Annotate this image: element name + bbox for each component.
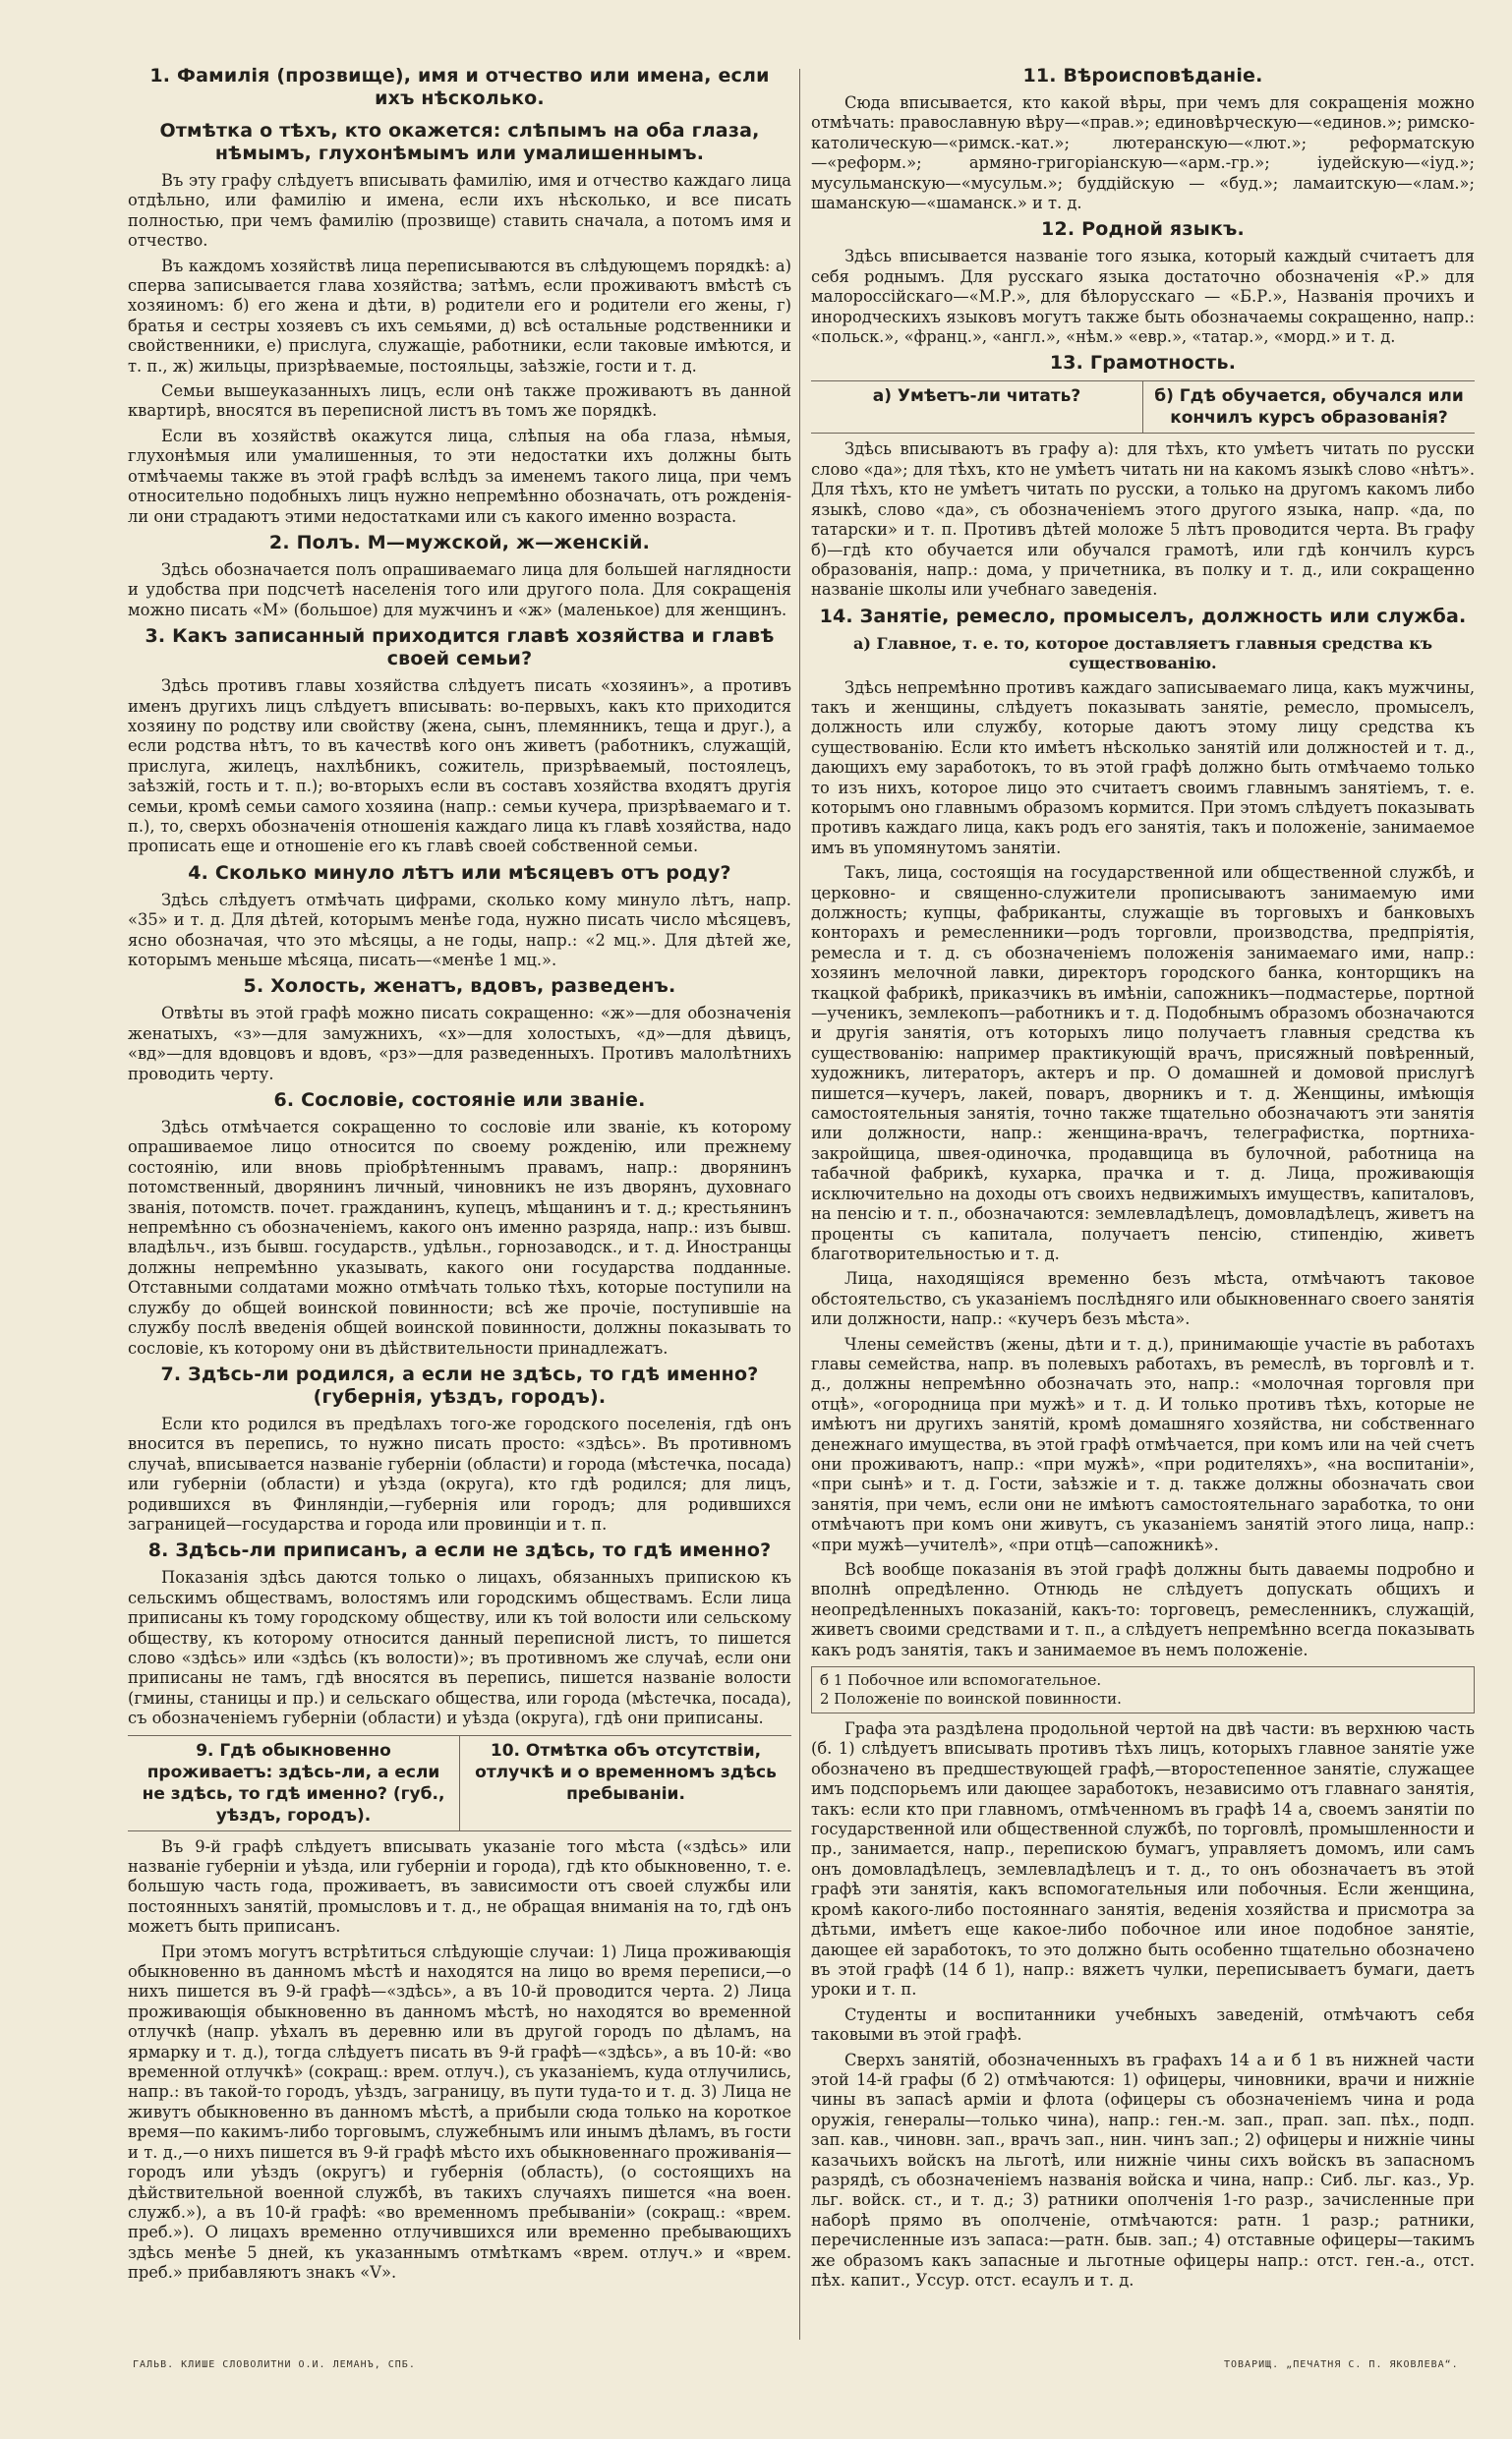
section-3-title: 3. Какъ записанный приходится главѣ хозяйства и главѣ своей семьи? bbox=[145, 625, 775, 670]
section-1-paragraph: Въ эту графу слѣдуетъ вписывать фамилію, имя и отчество каждаго лица отдѣльно, или фамилію и имена, если ихъ нѣсколько, и все писать полностью, при чемъ фамилію (прозвище) ставить сначала, а потомъ имя и отчество. bbox=[128, 171, 791, 251]
printer-credit-right: ТОВАРИЩ. „ПЕЧАТНЯ С. П. ЯКОВЛЕВА“. bbox=[1224, 2359, 1459, 2370]
section-14-title: 14. Занятіе, ремесло, промыселъ, должность или служба. bbox=[819, 605, 1467, 627]
section-8-paragraph: Показанія здѣсь даются только о лицахъ, обязанныхъ припискою къ сельскимъ обществамъ, волостямъ или городскимъ обществамъ. Если лица приписаны къ тому городскому обществу, или къ той волости или сельскому обществу, къ которому относится данный переписной листъ, то пишется слово «здѣсь» или «здѣсь (къ волости)»; въ противномъ же случаѣ, если они приписаны не тамъ, гдѣ вносятся въ перепись, пишется названіе волости (гмины, станицы и пр.) и сельскаго общества, или города (мѣстечка, посада), съ обозначеніемъ губерніи (области) и уѣзда (округа), гдѣ они приписаны. bbox=[128, 1568, 791, 1728]
section-13-paragraph: Здѣсь вписываютъ въ графу а): для тѣхъ, кто умѣетъ читать по русски слово «да»; для тѣхъ, кто не умѣетъ читать ни на какомъ языкѣ слово «нѣтъ». Для тѣхъ, кто не умѣетъ читать по русски, а только на другомъ какомъ либо языкѣ, слово «да», съ обозначеніемъ этого другого языка, напр. «да, по татарски» и т. п. Противъ дѣтей моложе 5 лѣтъ проводится черта. Въ графу б)—гдѣ кто обучается или обучался грамотѣ, или гдѣ кончилъ курсъ образованія, напр.: дома, у причетника, въ полку и т. д., или сокращенно названіе школы или учебнаго заведенія. bbox=[811, 439, 1475, 600]
section-14-paragraph: Такъ, лица, состоящія на государственной или общественной службѣ, и церковно- и священно-служители прописываютъ занимаемую ими должность; купцы, фабриканты, служащіе въ торговыхъ и банковыхъ конторахъ и ремесленники—родъ торговли, производства, предпріятія, ремесла и т. д. съ обозначеніемъ положенія занимаемаго ими, напр.: хозяинъ мелочной лавки, директоръ городского банка, конторщикъ на ткацкой фабрикѣ, приказчикъ въ имѣніи, сапожникъ—подмастерье, портной—ученикъ, землекопъ—работникъ и т. д. Подобнымъ образомъ обозначаются и другія занятія, отъ которыхъ лицо получаетъ главныя средства къ существованію: например практикующій врачъ, присяжный повѣренный, художникъ, литераторъ, актеръ и пр. О домашней и домовой прислугѣ пишется—кучеръ, лакей, поваръ, дворникъ и т. д. Женщины, имѣющія самостоятельныя занятія, точно также тщательно обозначаютъ эти занятія или должности, напр.: женщина-врачъ, телеграфистка, портниха-закройщица, швея-одиночка, продавщица въ булочной, работница на табачной фабрикѣ, кухарка, прачка и т. д. Лица, проживающія исключительно на доходы отъ своихъ недвижимыхъ имуществъ, капиталовъ, на пенсію и т. п., обозначаются: землевладѣлецъ, домовладѣлецъ, живетъ на проценты съ капитала, получаетъ пенсію, стипендію, живетъ благотворительностью и т. д. bbox=[811, 863, 1475, 1263]
section-14-paragraph: Сверхъ занятій, обозначенныхъ въ графахъ 14 а и б 1 въ нижней части этой 14-й графы (б 2) отмѣчаются: 1) офицеры, чиновники, врачи и нижніе чины въ запасѣ арміи и флота (офицеры съ обозначеніемъ чина и рода оружія, генералы—только чина), напр.: ген.-м. зап., прап. зап. пѣх., подп. зап. кав., чиновн. зап., врачъ зап., нин. чинъ зап.; 2) офицеры и нижніе чины казачьихъ войскъ на льготѣ, или нижніе чины сихъ войскъ въ запасномъ разрядѣ, съ обозначеніемъ названія войска и чина, напр.: Сиб. льг. каз., Ур. льг. войск. ст., и т. д.; 3) ратники ополченія 1-го разр., зачисленные при наборѣ прямо въ ополченіе, отмѣчаются: ратн. 1 разр.; ратники, перечисленные изъ запаса:—ратн. быв. зап.; 4) отставные офицеры—такимъ же образомъ какъ запасные и льготные офицеры напр.: отст. ген.-а., отст. пѣх. капит., Уссур. отст. есаулъ и т. д. bbox=[811, 2050, 1475, 2290]
section-14-paragraph: Члены семействъ (жены, дѣти и т. д.), принимающіе участіе въ работахъ главы семейства, напр. въ полевыхъ работахъ, въ ремеслѣ, въ торговлѣ и т. д., должны непремѣнно обозначать это, напр.: «молочная торговля при отцѣ», «огородница при мужѣ» и т. д. И только противъ тѣхъ, которые не имѣютъ ни другихъ занятій, кромѣ домашняго хозяйства, ни собственнаго денежнаго имущества, въ этой графѣ отмѣчается, при комъ или на чей счетъ они проживаютъ, напр.: «при мужѣ», «при родителяхъ», «на воспитаніи», «при сынѣ» и т. д. Гости, заѣзжіе и т. д. также должны обозначать свои занятія, при чемъ, если они не имѣютъ самостоятельнаго заработка, то они отмѣчаютъ при комъ они живутъ, съ указаніемъ занятій этого лица, напр.: «при мужѣ—учителѣ», «при отцѣ—сапожникѣ». bbox=[811, 1334, 1475, 1554]
section-11-title: 11. Вѣроисповѣданіе. bbox=[1022, 65, 1263, 87]
section-14b2-title: 2 Положеніе по воинской повинности. bbox=[820, 1690, 1122, 1709]
section-11-paragraph: Сюда вписывается, кто какой вѣры, при чемъ для сокращенія можно отмѣчать: православную вѣру—«прав.»; единовѣрческую—«единов.»; римско-католическую—«римск.-кат.»; лютеранскую—«лют.»; реформатскую—«реформ.»; армяно-григоріанскую—«арм.-гр.»; іудейскую—«іуд.»; мусульманскую—«мусульм.»; буддійскую — «буд.»; ламаитскую—«лам.»; шаманскую—«шаманск.» и т. д. bbox=[811, 93, 1475, 213]
section-1-title: 1. Фамилія (прозвище), имя и отчество или имена, если ихъ нѣсколько. bbox=[149, 65, 770, 109]
printer-credit-left: ГАЛЬВ. КЛИШЕ СЛОВОЛИТНИ О.И. ЛЕМАНЪ, СПБ. bbox=[133, 2359, 416, 2370]
section-5-paragraph: Отвѣты въ этой графѣ можно писать сокращенно: «ж»—для обозначенія женатыхъ, «з»—для замужнихъ, «х»—для холостыхъ, «д»—для дѣвицъ, «вд»—для вдовцовъ и вдовъ, «рз»—для разведенныхъ. Противъ малолѣтнихъ проводить черту. bbox=[128, 1004, 791, 1083]
section-5-title: 5. Холость, женатъ, вдовъ, разведенъ. bbox=[243, 975, 676, 998]
section-12-title: 12. Родной языкъ. bbox=[1041, 218, 1245, 241]
section-1-paragraph: Семьи вышеуказанныхъ лицъ, если онѣ также проживаютъ въ данной квартирѣ, вносятся въ переписной листъ въ томъ же порядкѣ. bbox=[128, 381, 791, 421]
section-13-title: 13. Грамотность. bbox=[1049, 352, 1237, 375]
section-7-paragraph: Если кто родился въ предѣлахъ того-же городского поселенія, гдѣ онъ вносится въ перепись, то нужно писать просто: «здѣсь». Въ противномъ случаѣ, вписывается названіе губерніи (области) и города (мѣстечка, посада) или губерніи (области) и уѣзда (округа), кто гдѣ родился; для лицъ, родившихся въ Финляндіи,—губернія или городъ; для родившихся заграницей—государства и города или провинціи и т. п. bbox=[128, 1414, 791, 1534]
section-1-paragraph: Въ каждомъ хозяйствѣ лица переписываются въ слѣдующемъ порядкѣ: а) сперва записывается глава хозяйства; затѣмъ, если проживаютъ вмѣстѣ съ хозяиномъ: б) его жена и дѣти, в) родители его и родители его жены, г) братья и сестры хозяевъ съ ихъ семьями, д) всѣ остальные родственники и свойственники, е) прислуга, служащіе, работники, если таковые имѣются, и т. п., ж) жильцы, призрѣваемые, постояльцы, заѣзжіе, гости и т. д. bbox=[128, 256, 791, 376]
section-7-title: 7. Здѣсь-ли родился, а если не здѣсь, то гдѣ именно? (губернія, уѣздъ, городъ). bbox=[160, 1363, 759, 1408]
section-14b1-title: б 1 Побочное или вспомогательное. bbox=[820, 1671, 1102, 1690]
section-1-subtitle: Отмѣтка о тѣхъ, кто окажется: слѣпымъ на оба глаза, нѣмымъ, глухонѣмымъ или умалишеннымъ. bbox=[159, 120, 760, 164]
section-14-paragraph: Всѣ вообще показанія въ этой графѣ должны быть даваемы подробно и вполнѣ опредѣленно. Отнюдь не слѣдуетъ допускать общихъ и неопредѣленныхъ показаній, какъ-то: торговецъ, ремесленникъ, служащій, живетъ своими средствами и т. п., а слѣдуетъ непремѣнно всегда показывать какъ родъ занятія, такъ и занимаемое въ немъ положеніе. bbox=[811, 1560, 1475, 1659]
section-13-subheader bbox=[811, 380, 1475, 434]
section-9-title: 9. Гдѣ обыкновенно проживаетъ: здѣсь-ли, а если не здѣсь, то гдѣ именно? (губ., уѣздъ, городъ). bbox=[142, 1740, 445, 1826]
section-6-paragraph: Здѣсь отмѣчается сокращенно то сословіе или званіе, къ которому опрашиваемое лицо относится по своему рожденію, или прежнему состоянію, или вновь пріобрѣтеннымъ правамъ, напр.: дворянинъ потомственный, дворянинъ личный, чиновникъ не изъ дворянъ, духовнаго званія, потомств. почет. гражданинъ, купецъ, мѣщанинъ и т. д.; крестьянинъ непремѣнно съ обозначеніемъ, какого онъ именно разряда, напр.: изъ бывш. владѣльч., изъ бывш. государств., удѣльн., горнозаводск., и т. д. Иностранцы должны непремѣнно указывать, какого они государства подданные. Отставными солдатами можно отмѣчать только тѣхъ, которые поступили на службу до общей воинской повинности; всѣ же прочіе, поступившіе на службу послѣ введенія общей воинской повинности, должны показывать то сословіе, къ которому они въ дѣйствительности принадлежатъ. bbox=[128, 1118, 791, 1358]
section-2-title: 2. Полъ. М—мужской, ж—женскій. bbox=[268, 531, 651, 553]
section-14-paragraph: Здѣсь непремѣнно противъ каждаго записываемаго лица, какъ мужчины, такъ и женщины, слѣдуетъ показывать занятіе, ремесло, промыселъ, должность или службу, которые даютъ этому лицу средства къ существованію. Если кто имѣетъ нѣсколько занятій или должностей и т. д., дающихъ ему заработокъ, то въ этой графѣ должно быть отмѣчаемо только то изъ нихъ, которое лицо это считаетъ своимъ главнымъ занятіемъ, т. е. которымъ оно главнымъ образомъ кормится. При этомъ слѣдуетъ показывать противъ каждаго лица, какъ родъ его занятія, такъ и положеніе, занимаемое имъ въ упомянутомъ занятіи. bbox=[811, 677, 1475, 857]
section-6-title: 6. Сословіе, состояніе или званіе. bbox=[273, 1089, 646, 1112]
section-12-paragraph: Здѣсь вписывается названіе того языка, который каждый считаетъ для себя роднымъ. Для русскаго языка достаточно обозначенія «Р.» для малороссійскаго—«М.Р.», для бѣлорусскаго — «Б.Р.», Названія прочихъ и инородческихъ языковъ могутъ также быть обозначаемы сокращенно, напр.: «польск.», «франц.», «англ.», «нѣм.» «евр.», «татар.», «морд.» и т. д. bbox=[811, 247, 1475, 347]
section-9-paragraph: Въ 9-й графѣ слѣдуетъ вписывать указаніе того мѣста («здѣсь» или названіе губерніи и уѣзда, или губерніи и города), гдѣ кто обыкновенно, т. е. большую часть года, проживаетъ, въ зависимости отъ своей службы или постоянныхъ занятій, промысловъ и т. д., не обращая вниманія на то, гдѣ онъ можетъ быть приписанъ. bbox=[128, 1836, 791, 1937]
section-4-paragraph: Здѣсь слѣдуетъ отмѣчать цифрами, сколько кому минуло лѣтъ, напр. «35» и т. д. Для дѣтей, которымъ менѣе года, нужно писать число мѣсяцевъ, ясно обозначая, что это мѣсяцы, а не годы, напр.: «2 мц.». Для дѣтей же, которымъ меньше мѣсяца, писать—«менѣе 1 мц.». bbox=[128, 890, 791, 969]
section-4-title: 4. Сколько минуло лѣтъ или мѣсяцевъ отъ роду? bbox=[188, 861, 731, 884]
section-14-paragraph: Графа эта раздѣлена продольной чертой на двѣ части: въ верхнюю часть (б. 1) слѣдуетъ вписывать противъ тѣхъ лицъ, которыхъ главное занятіе уже обозначено въ предшествующей графѣ,—второстепенное занятіе, служащее имъ подспорьемъ или дающее заработокъ, независимо отъ главнаго занятія, такъ: если кто при главномъ, отмѣченномъ въ графѣ 14 а, своемъ занятіи по государственной или общественной службѣ, по торговлѣ, промышленности и пр., занимается, напр., перепискою бумагъ, управляетъ домомъ, или самъ онъ домовладѣлецъ, землевладѣлецъ и т. д., то онъ обозначаетъ въ этой графѣ эти занятія, какъ вспомогательныя или побочныя. Если женщина, кромѣ какого-либо постояннаго занятія, веденія хозяйства и присмотра за дѣтьми, имѣетъ еще какое-либо побочное или иное подобное занятіе, дающее ей заработокъ, то это должно быть особенно тщательно обозначено въ этой графѣ (14 б 1), напр.: вяжетъ чулки, переписываетъ бумаги, даетъ уроки и т. п. bbox=[811, 1719, 1475, 2000]
section-3-paragraph: Здѣсь противъ главы хозяйства слѣдуетъ писать «хозяинъ», а противъ именъ другихъ лицъ слѣдуетъ вписывать: во-первыхъ, какъ кто приходится хозяину по родству или свойству (жена, сынъ, племянникъ, теща и друг.), а если родства нѣтъ, то въ качествѣ кого онъ живетъ (работникъ, служащій, прислуга, жилецъ, нахлѣбникъ, сожитель, призрѣваемый, постоялецъ, заѣзжій, гость и т. п.); во-вторыхъ если въ составъ хозяйства входятъ другія семьи, кромѣ семьи самого хозяина (напр.: семьи кучера, призрѣваемаго и т. п.), то, сверхъ обозначенія отношенія каждаго лица къ главѣ хозяйства, надо прописать еще и отношеніе его къ главѣ своей собственной семьи. bbox=[128, 676, 791, 856]
section-14-paragraph: Лица, находящіяся временно безъ мѣста, отмѣчаютъ таковое обстоятельство, съ указаніемъ послѣдняго или обыкновеннаго своего занятія или должности, напр.: «кучеръ безъ мѣста». bbox=[811, 1269, 1475, 1329]
section-14b-box bbox=[811, 1666, 1475, 1713]
section-14-paragraph: Студенты и воспитанники учебныхъ заведеній, отмѣчаютъ себя таковыми въ этой графѣ. bbox=[811, 2004, 1475, 2045]
right-column bbox=[811, 61, 1475, 2352]
section-9-paragraph: При этомъ могутъ встрѣтиться слѣдующіе случаи: 1) Лица проживающія обыкновенно въ данномъ мѣстѣ и находятся на лицо во время переписи,—о нихъ пишется въ 9-й графѣ—«здѣсь», а въ 10-й проводится черта. 2) Лица проживающія обыкновенно въ данномъ мѣстѣ, но находятся во временной отлучкѣ (напр. уѣхалъ въ деревню или въ другой городъ по дѣламъ, на ярмарку и т. д.), тогда слѣдуетъ писать въ 9-й графѣ—«здѣсь», а въ 10-й: «во временной отлучкѣ» (сокращ.: врем. отлуч.), съ указаніемъ, куда отлучились, напр.: въ такой-то городъ, уѣздъ, заграницу, въ пути туда-то и т. д. 3) Лица не живутъ обыкновенно въ данномъ мѣстѣ, а прибыли сюда только на короткое время—по какимъ-либо торговымъ, служебнымъ или инымъ дѣламъ, въ гости и т. д.,—о нихъ пишется въ 9-й графѣ мѣсто ихъ обыкновеннаго проживанія—городъ или уѣздъ (округъ) и губернія (область), (о состоящихъ на дѣйствительной военной службѣ, въ такихъ случаяхъ пишется «на воен. служб.»), а въ 10-й графѣ: «во временномъ пребываніи» (сокращ.: «врем. преб.»). О лицахъ временно отлучившихся или временно пребывающихъ здѣсь менѣе 5 дней, къ указаннымъ отмѣткамъ «врем. отлуч.» и «врем. преб.» прибавляютъ знакъ «V». bbox=[128, 1942, 791, 2283]
section-1-paragraph: Если въ хозяйствѣ окажутся лица, слѣпыя на оба глаза, нѣмыя, глухонѣмыя или умалишенныя, то эти недостатки ихъ должны быть отмѣчаемы также въ этой графѣ вслѣдъ за именемъ такого лица, при чемъ относительно подобныхъ лицъ нужно непремѣнно обозначать, отъ рожденія-ли они страдаютъ этими недостатками или съ какого именно возраста. bbox=[128, 426, 791, 526]
section-9-10-header bbox=[128, 1735, 791, 1831]
column-divider bbox=[799, 69, 800, 2340]
left-column bbox=[128, 61, 791, 2352]
section-8-title: 8. Здѣсь-ли приписанъ, а если не здѣсь, то гдѣ именно? bbox=[147, 1539, 772, 1562]
section-13a-title: а) Умѣетъ-ли читать? bbox=[872, 386, 1081, 407]
section-13b-title: б) Гдѣ обучается, обучался или кончилъ курсъ образованія? bbox=[1142, 381, 1475, 433]
section-2-paragraph: Здѣсь обозначается полъ опрашиваемаго лица для большей наглядности и удобства при подсчетѣ населенія того или другого пола. Для сокращенія можно писать «М» (большое) для мужчинъ и «ж» (маленькое) для женщинъ. bbox=[128, 559, 791, 619]
section-10-title: 10. Отмѣтка объ отсутствіи, отлучкѣ и о временномъ здѣсь пребываніи. bbox=[459, 1736, 791, 1830]
section-14a-title: а) Главное, т. е. то, которое доставляетъ главныя средства къ существованію. bbox=[852, 633, 1433, 673]
